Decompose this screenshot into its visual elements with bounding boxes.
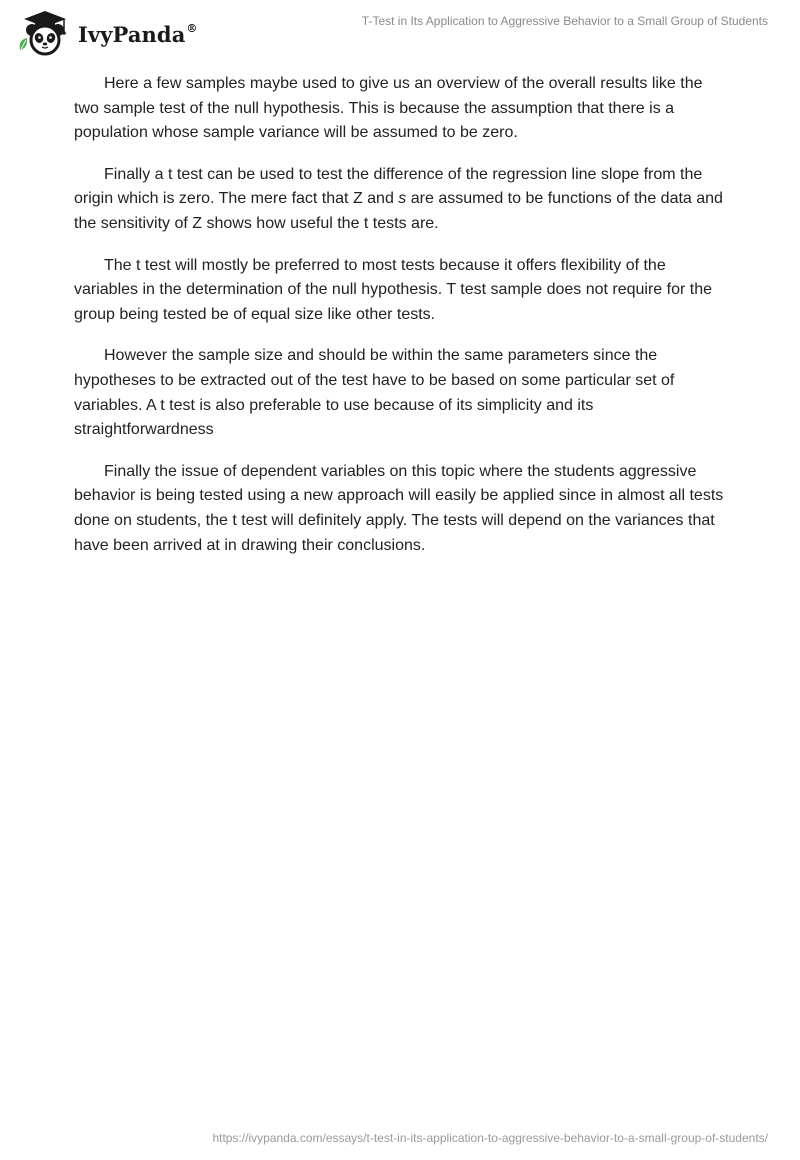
italic-variable-s: s	[398, 190, 407, 208]
paragraph-5: Finally the issue of dependent variables on this topic where the students aggressive behavior is being tested using a new approach will easily be applied since in almost all tests done on students, the t test will definitely apply. The tests will depend on the variances that have been arrived at in drawing their conclusions.	[74, 462, 724, 554]
paragraph-4: However the sample size and should be within the same parameters since the hypotheses to be extracted out of the test have to be based on some particular set of variables. A t test is also preferable to use because of its simplicity and its straightforwardness	[74, 347, 675, 439]
brand-name: IvyPanda®	[78, 21, 198, 47]
essay-body	[74, 72, 726, 575]
page-header	[0, 0, 800, 70]
source-url-link[interactable]: https://ivypanda.com/essays/t-test-in-its-application-to-aggressive-behavior-to-a-small-group-of-students/	[212, 1131, 768, 1145]
paragraph-1: Here a few samples maybe used to give us an overview of the overall results like the two sample test of the null hypothesis. This is because the assumption that there is a population whose sample variance will be assumed to be zero.	[74, 75, 703, 142]
panda-graduate-icon	[14, 8, 76, 58]
paragraph-3: The t test will mostly be preferred to most tests because it offers flexibility of the variables in the determination of the null hypothesis. T test sample does not require for the group being tested be of equal size like other tests.	[74, 256, 712, 323]
ivypanda-logo[interactable]	[14, 8, 198, 58]
paragraph-2: Finally a t test can be used to test the difference of the regression line slope from the origin which is zero. The mere fact that Z and s are assumed to be functions of the data and the sensitivity of Z shows how useful the t tests are.	[74, 165, 723, 232]
registered-mark: ®	[186, 21, 198, 35]
document-title: T-Test in Its Application to Aggressive Behavior to a Small Group of Students	[361, 14, 768, 28]
